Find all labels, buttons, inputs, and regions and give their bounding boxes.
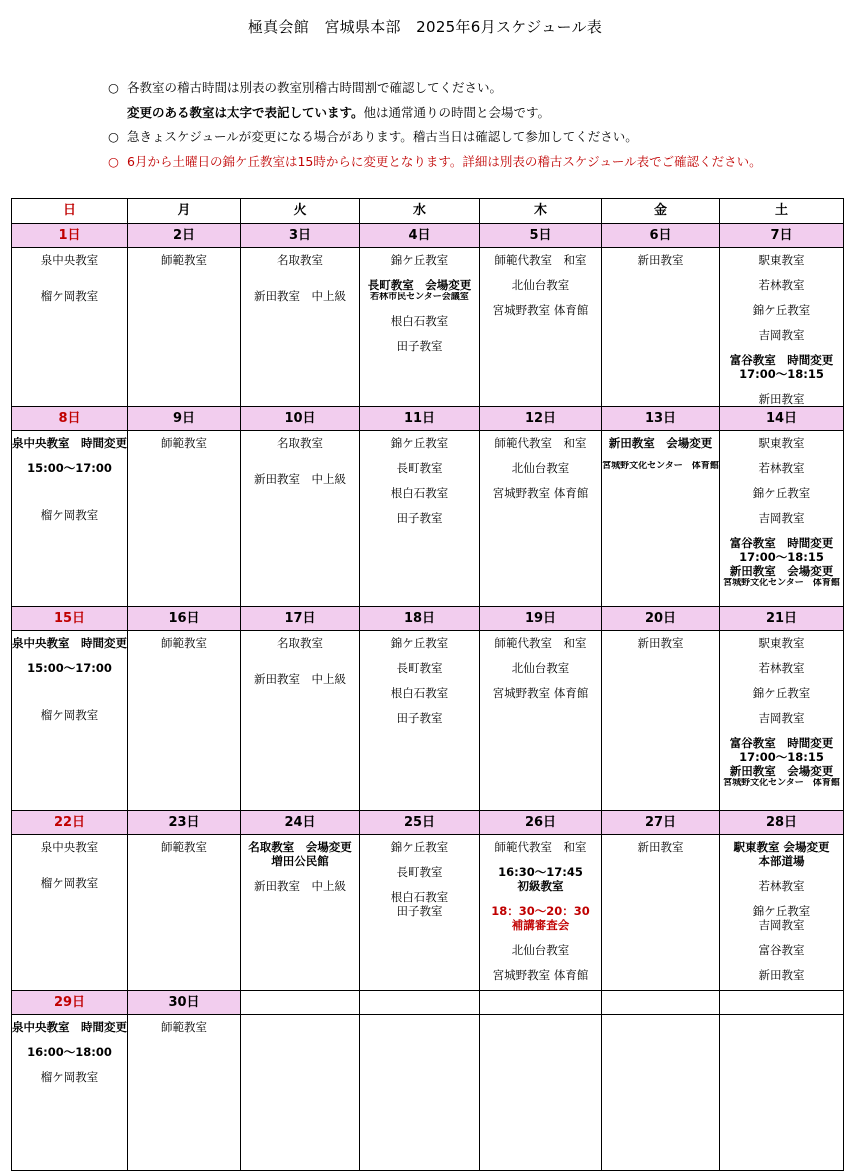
day-schedule-cell xyxy=(241,1015,360,1171)
spacer xyxy=(360,700,479,711)
class-entry: 錦ケ丘教室 xyxy=(390,840,449,854)
class-entry: 錦ケ丘教室 xyxy=(390,253,449,267)
date-cell: 15日 xyxy=(12,607,128,631)
class-entry: 根白石教室 xyxy=(390,314,449,328)
weekday-wed: 水 xyxy=(360,199,480,224)
class-entry: 北仙台教室 xyxy=(511,461,570,475)
day-schedule-cell xyxy=(12,431,128,607)
class-entry: 富谷教室 時間変更 xyxy=(729,353,834,367)
class-entry: 新田教室 会場変更 xyxy=(729,564,834,578)
class-entry: 駅東教室 xyxy=(758,436,805,450)
class-entry: 泉中央教室 xyxy=(40,840,99,854)
date-cell: 17日 xyxy=(241,607,360,631)
spacer xyxy=(602,450,719,461)
class-entry: 北仙台教室 xyxy=(511,661,570,675)
class-entry: 新田教室 会場変更 xyxy=(729,764,834,778)
day-schedule-cell xyxy=(480,631,602,811)
date-cell: 27日 xyxy=(602,811,720,835)
day-schedule-cell xyxy=(602,1015,720,1171)
date-cell: 11日 xyxy=(360,407,480,431)
class-entry: 師範代教室 和室 xyxy=(494,840,587,854)
class-entry: 駅東教室 xyxy=(758,636,805,650)
class-entry: 宮城野教室 体育館 xyxy=(492,968,589,982)
spacer xyxy=(720,675,843,686)
notice-2: ○ 急きょスケジュールが変更になる場合があります。稽古当日は確認して参加してください。 xyxy=(108,129,638,144)
spacer xyxy=(720,700,843,711)
date-cell: 29日 xyxy=(12,991,128,1015)
class-entry: 15:00～17:00 xyxy=(27,461,112,475)
spacer xyxy=(360,328,479,339)
day-schedule-cell xyxy=(602,631,720,811)
day-schedule-cell xyxy=(720,835,844,991)
weekday-mon: 月 xyxy=(128,199,241,224)
date-row xyxy=(12,407,844,431)
class-entry: 吉岡教室 xyxy=(758,328,805,342)
class-entry: 北仙台教室 xyxy=(511,278,570,292)
date-cell xyxy=(360,991,480,1015)
class-entry: 泉中央教室 時間変更 xyxy=(12,1020,127,1034)
date-cell: 18日 xyxy=(360,607,480,631)
class-entry: 榴ケ岡教室 xyxy=(40,876,99,890)
date-cell: 12日 xyxy=(480,407,602,431)
class-entry: 錦ケ丘教室 xyxy=(752,904,811,918)
day-schedule-cell xyxy=(480,1015,602,1171)
notice-bold-text: 変更のある教室は太字で表記しています。 xyxy=(127,104,364,120)
class-entry: 15:00～17:00 xyxy=(27,661,112,675)
day-schedule-cell xyxy=(720,631,844,811)
class-entry: 若林教室 xyxy=(758,461,805,475)
schedule-row xyxy=(12,835,844,991)
class-entry: 長町教室 xyxy=(396,461,443,475)
day-schedule-cell xyxy=(480,248,602,407)
class-entry: 富谷教室 時間変更 xyxy=(729,736,834,750)
day-schedule-cell xyxy=(360,248,480,407)
day-schedule-cell xyxy=(360,1015,480,1171)
class-entry: 新田教室 xyxy=(637,253,684,267)
class-entry: 18：30～20：30 xyxy=(491,904,590,918)
date-cell: 16日 xyxy=(128,607,241,631)
date-cell: 6日 xyxy=(602,224,720,248)
class-entry: 師範代教室 和室 xyxy=(494,253,587,267)
notice-1: ○ 各教室の稽古時間は別表の教室別稽古時間割で確認してください。 xyxy=(108,80,503,95)
class-entry: 田子教室 xyxy=(396,904,443,918)
class-entry: 根白石教室 xyxy=(390,486,449,500)
notice-1-detail: 変更のある教室は太字で表記しています。他は通常通りの時間と会場です。 xyxy=(127,104,551,120)
spacer xyxy=(12,697,127,708)
date-cell: 9日 xyxy=(128,407,241,431)
date-cell: 21日 xyxy=(720,607,844,631)
class-entry: 榴ケ岡教室 xyxy=(40,708,99,722)
class-entry: 富谷教室 xyxy=(758,943,805,957)
class-entry: 長町教室 xyxy=(396,865,443,879)
spacer xyxy=(12,1059,127,1070)
class-entry: 錦ケ丘教室 xyxy=(752,303,811,317)
spacer xyxy=(12,686,127,697)
spacer xyxy=(12,497,127,508)
date-row xyxy=(12,811,844,835)
class-entry: 16:00～18:00 xyxy=(27,1045,112,1059)
spacer xyxy=(12,650,127,661)
spacer xyxy=(241,868,359,879)
spacer xyxy=(241,267,359,278)
spacer xyxy=(360,450,479,461)
class-entry: 駅東教室 会場変更 xyxy=(733,840,830,854)
class-entry: 宮城野教室 体育館 xyxy=(492,686,589,700)
class-entry: 新田教室 中上級 xyxy=(254,472,346,486)
day-schedule-cell xyxy=(12,248,128,407)
class-entry: 吉岡教室 xyxy=(758,711,805,725)
spacer xyxy=(360,303,479,314)
spacer xyxy=(480,957,601,968)
spacer xyxy=(720,932,843,943)
class-entry: 17:00～18:15 xyxy=(739,550,824,564)
class-entry: 榴ケ岡教室 xyxy=(40,289,99,303)
spacer xyxy=(12,278,127,289)
spacer xyxy=(720,868,843,879)
spacer xyxy=(480,292,601,303)
class-entry: 宮城野文化センター 体育館 xyxy=(723,778,840,788)
class-entry: 泉中央教室 xyxy=(40,253,99,267)
spacer xyxy=(480,650,601,661)
date-cell xyxy=(480,991,602,1015)
class-entry: 北仙台教室 xyxy=(511,943,570,957)
class-entry: 名取教室 xyxy=(277,436,323,450)
class-entry: 榴ケ岡教室 xyxy=(40,1070,99,1084)
spacer xyxy=(12,450,127,461)
class-entry: 若林教室 xyxy=(758,278,805,292)
class-entry: 錦ケ丘教室 xyxy=(752,686,811,700)
spacer xyxy=(241,278,359,289)
class-entry: 名取教室 xyxy=(277,636,323,650)
class-entry: 田子教室 xyxy=(396,339,443,353)
spacer xyxy=(360,267,479,278)
class-entry: 新田教室 xyxy=(637,636,684,650)
class-entry: 初級教室 xyxy=(517,879,564,893)
spacer xyxy=(720,500,843,511)
spacer xyxy=(480,475,601,486)
spacer xyxy=(360,854,479,865)
class-entry: 本部道場 xyxy=(758,854,805,868)
schedule-row xyxy=(12,631,844,811)
date-cell: 23日 xyxy=(128,811,241,835)
spacer xyxy=(720,317,843,328)
schedule-row xyxy=(12,1015,844,1171)
spacer xyxy=(720,475,843,486)
class-entry: 錦ケ丘教室 xyxy=(752,486,811,500)
date-cell xyxy=(720,991,844,1015)
date-cell: 1日 xyxy=(12,224,128,248)
weekday-tue: 火 xyxy=(241,199,360,224)
weekday-sat: 土 xyxy=(720,199,844,224)
spacer xyxy=(720,725,843,736)
spacer xyxy=(720,267,843,278)
day-schedule-cell xyxy=(241,248,360,407)
class-entry: 若林市民センター会議室 xyxy=(370,292,469,302)
class-entry: 師範教室 xyxy=(161,253,207,267)
spacer xyxy=(720,650,843,661)
date-cell: 4日 xyxy=(360,224,480,248)
class-entry: 新田教室 中上級 xyxy=(254,289,346,303)
class-entry: 補講審査会 xyxy=(511,918,570,932)
class-entry: 17:00～18:15 xyxy=(739,367,824,381)
date-cell: 2日 xyxy=(128,224,241,248)
spacer xyxy=(720,450,843,461)
schedule-row xyxy=(12,248,844,407)
spacer xyxy=(360,500,479,511)
class-entry: 駅東教室 xyxy=(758,253,805,267)
class-entry: 新田教室 会場変更 xyxy=(608,436,713,450)
circle-bullet-icon: ○ xyxy=(108,153,119,169)
day-schedule-cell xyxy=(241,835,360,991)
class-entry: 田子教室 xyxy=(396,511,443,525)
date-cell: 22日 xyxy=(12,811,128,835)
date-row xyxy=(12,224,844,248)
date-cell: 24日 xyxy=(241,811,360,835)
day-schedule-cell xyxy=(480,835,602,991)
day-schedule-cell xyxy=(602,835,720,991)
day-schedule-cell xyxy=(128,835,241,991)
spacer xyxy=(360,879,479,890)
spacer xyxy=(720,381,843,392)
day-schedule-cell xyxy=(128,631,241,811)
date-cell: 3日 xyxy=(241,224,360,248)
class-entry: 師範教室 xyxy=(161,840,207,854)
spacer xyxy=(480,932,601,943)
circle-bullet-icon: ○ xyxy=(108,129,119,144)
day-schedule-cell xyxy=(128,1015,241,1171)
date-cell: 26日 xyxy=(480,811,602,835)
day-schedule-cell xyxy=(360,431,480,607)
class-entry: 吉岡教室 xyxy=(758,918,805,932)
day-schedule-cell xyxy=(720,1015,844,1171)
class-entry: 師範教室 xyxy=(161,1020,207,1034)
date-cell: 19日 xyxy=(480,607,602,631)
spacer xyxy=(241,661,359,672)
date-row xyxy=(12,607,844,631)
date-cell: 5日 xyxy=(480,224,602,248)
date-cell: 20日 xyxy=(602,607,720,631)
class-entry: 宮城野教室 体育館 xyxy=(492,303,589,317)
notice-3: ○ 6月から土曜日の錦ケ丘教室は15時からに変更となります。詳細は別表の稽古スケジュール表でご確認ください。 xyxy=(108,153,762,169)
class-entry: 16:30～17:45 xyxy=(498,865,583,879)
day-schedule-cell xyxy=(12,631,128,811)
day-schedule-cell xyxy=(360,631,480,811)
schedule-calendar xyxy=(11,198,844,1171)
class-entry: 若林教室 xyxy=(758,661,805,675)
day-schedule-cell xyxy=(602,431,720,607)
spacer xyxy=(12,267,127,278)
day-schedule-cell xyxy=(241,431,360,607)
spacer xyxy=(12,486,127,497)
class-entry: 長町教室 会場変更 xyxy=(367,278,472,292)
spacer xyxy=(720,525,843,536)
class-entry: 錦ケ丘教室 xyxy=(390,636,449,650)
schedule-row xyxy=(12,431,844,607)
class-entry: 富谷教室 時間変更 xyxy=(729,536,834,550)
day-schedule-cell xyxy=(720,248,844,407)
spacer xyxy=(360,675,479,686)
class-entry: 根白石教室 xyxy=(390,686,449,700)
spacer xyxy=(12,475,127,486)
date-cell: 7日 xyxy=(720,224,844,248)
date-cell xyxy=(241,991,360,1015)
class-entry: 師範代教室 和室 xyxy=(494,436,587,450)
day-schedule-cell xyxy=(602,248,720,407)
notice-list xyxy=(108,80,828,178)
class-entry: 名取教室 xyxy=(277,253,323,267)
day-schedule-cell xyxy=(12,1015,128,1171)
class-entry: 名取教室 会場変更 xyxy=(248,840,352,854)
spacer xyxy=(480,267,601,278)
class-entry: 新田教室 中上級 xyxy=(254,879,346,893)
class-entry: 錦ケ丘教室 xyxy=(390,436,449,450)
class-entry: 若林教室 xyxy=(758,879,805,893)
spacer xyxy=(12,675,127,686)
date-cell: 14日 xyxy=(720,407,844,431)
class-entry: 17:00～18:15 xyxy=(739,750,824,764)
class-entry: 榴ケ岡教室 xyxy=(40,508,99,522)
date-cell: 30日 xyxy=(128,991,241,1015)
day-schedule-cell xyxy=(128,431,241,607)
spacer xyxy=(480,675,601,686)
spacer xyxy=(12,854,127,865)
class-entry: 新田教室 中上級 xyxy=(254,672,346,686)
spacer xyxy=(360,650,479,661)
spacer xyxy=(360,475,479,486)
spacer xyxy=(720,292,843,303)
weekday-fri: 金 xyxy=(602,199,720,224)
date-cell: 28日 xyxy=(720,811,844,835)
day-schedule-cell xyxy=(480,431,602,607)
circle-bullet-icon: ○ xyxy=(108,80,119,95)
date-row xyxy=(12,991,844,1015)
weekday-thu: 木 xyxy=(480,199,602,224)
spacer xyxy=(720,342,843,353)
class-entry: 吉岡教室 xyxy=(758,511,805,525)
spacer xyxy=(241,461,359,472)
spacer xyxy=(480,854,601,865)
day-schedule-cell xyxy=(720,431,844,607)
class-entry: 新田教室 xyxy=(758,968,805,982)
day-schedule-cell xyxy=(128,248,241,407)
class-entry: 増田公民館 xyxy=(271,854,329,868)
class-entry: 田子教室 xyxy=(396,711,443,725)
spacer xyxy=(241,450,359,461)
class-entry: 宮城野文化センター 体育館 xyxy=(602,461,719,471)
spacer xyxy=(720,957,843,968)
class-entry: 宮城野文化センター 体育館 xyxy=(723,578,840,588)
class-entry: 師範代教室 和室 xyxy=(494,636,587,650)
class-entry: 長町教室 xyxy=(396,661,443,675)
date-cell: 8日 xyxy=(12,407,128,431)
class-entry: 泉中央教室 時間変更 xyxy=(12,436,127,450)
spacer xyxy=(12,1034,127,1045)
day-schedule-cell xyxy=(241,631,360,811)
class-entry: 泉中央教室 時間変更 xyxy=(12,636,127,650)
class-entry: 師範教室 xyxy=(161,636,207,650)
date-cell: 13日 xyxy=(602,407,720,431)
day-schedule-cell xyxy=(12,835,128,991)
date-cell xyxy=(602,991,720,1015)
class-entry: 宮城野教室 体育館 xyxy=(492,486,589,500)
spacer xyxy=(241,650,359,661)
spacer xyxy=(480,450,601,461)
spacer xyxy=(720,893,843,904)
day-schedule-cell xyxy=(360,835,480,991)
date-cell: 10日 xyxy=(241,407,360,431)
spacer xyxy=(480,893,601,904)
class-entry: 新田教室 xyxy=(637,840,684,854)
class-entry: 新田教室 xyxy=(758,392,805,406)
spacer xyxy=(12,865,127,876)
class-entry: 根白石教室 xyxy=(390,890,449,904)
weekday-sun: 日 xyxy=(12,199,128,224)
page-title: 極真会館 宮城県本部 2025年6月スケジュール表 xyxy=(247,18,603,36)
date-cell: 25日 xyxy=(360,811,480,835)
class-entry: 師範教室 xyxy=(161,436,207,450)
